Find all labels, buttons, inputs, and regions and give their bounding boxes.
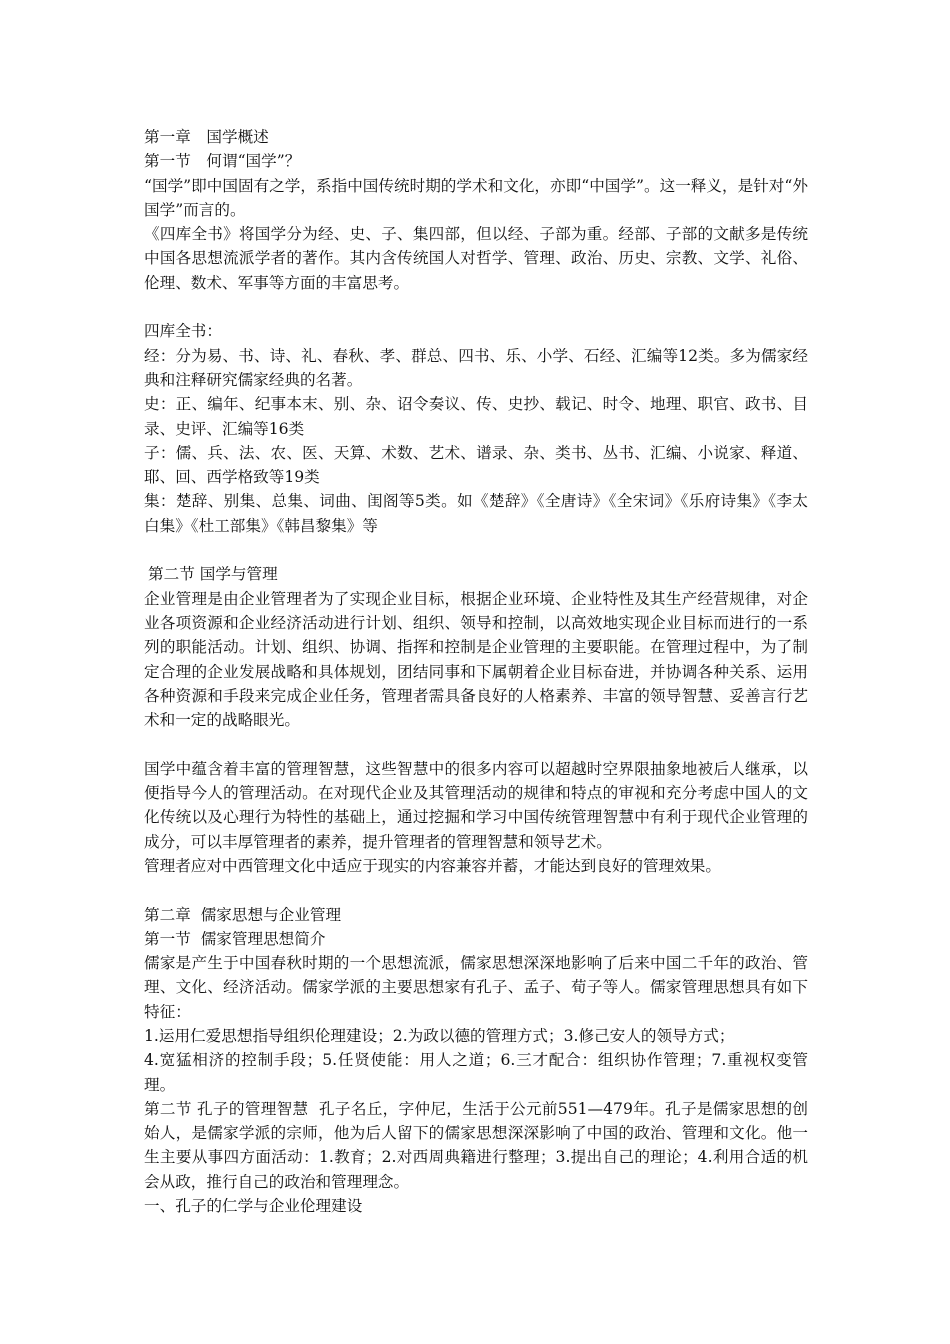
siku-item-jing: 经：分为易、书、诗、礼、春秋、孝、群总、四书、乐、小学、石经、汇编等12类。多为儒家经典和注释研究儒家经典的名著。	[144, 346, 808, 389]
chapter-2-subheading: 一、孔子的仁学与企业伦理建设	[144, 1197, 363, 1216]
blank-line	[144, 878, 808, 902]
document-body	[144, 125, 808, 1218]
paragraph: “国学”即中国固有之学，系指中国传统时期的学术和文化，亦即“中国学”。这一释义，是针对“外国学”而言的。	[144, 176, 808, 219]
chapter-1-section-2-title: 第二节 国学与管理	[148, 565, 278, 584]
paragraph: 《四库全书》将国学分为经、史、子、集四部，但以经、子部为重。经部、子部的文献多是传统中国各思想流派学者的著作。其内含传统国人对哲学、管理、政治、历史、宗教、文学、礼俗、伦理、数术、军事等方面的丰富思考。	[144, 225, 808, 292]
chapter-2-section-2-paragraph: 第二节 孔子的管理智慧 孔子名丘，字仲尼，生活于公元前551—479年。孔子是儒家思想的创始人，是儒家学派的宗师，他为后人留下的儒家思想深深影响了中国的政治、管理和文化。他一生主要从事四方面活动：1.教育；2.对西周典籍进行整理；3.提出自己的理论；4.利用合适的机会从政，推行自己的政治和管理理念。	[144, 1099, 808, 1191]
chapter-1-title: 第一章 国学概述	[144, 128, 269, 146]
blank-line	[144, 295, 808, 319]
chapter-2-section-1-title: 第一节 儒家管理思想简介	[144, 929, 326, 948]
paragraph: 儒家是产生于中国春秋时期的一个思想流派，儒家思想深深地影响了后来中国二千年的政治、管理、文化、经济活动。儒家学派的主要思想家有孔子、孟子、荀子等人。儒家管理思想具有如下特征：	[144, 954, 808, 1021]
feature-list-line: 1.运用仁爱思想指导组织伦理建设；2.为政以德的管理方式；3.修己安人的领导方式；	[144, 1026, 735, 1045]
chapter-2-title: 第二章 儒家思想与企业管理	[144, 905, 342, 924]
blank-line	[144, 732, 808, 756]
siku-item-zi: 子：儒、兵、法、农、医、天算、术数、艺术、谱录、杂、类书、丛书、汇编、小说家、释道、耶、回、西学格致等19类	[144, 443, 808, 487]
siku-heading: 四库全书：	[144, 322, 222, 341]
feature-list-line: 4.宽猛相济的控制手段；5.任贤使能：用人之道；6.三才配合：组织协作管理；7.重视权变管理。	[144, 1051, 808, 1094]
blank-line	[144, 538, 808, 562]
siku-item-ji: 集：楚辞、别集、总集、词曲、闺阁等5类。如《楚辞》《全唐诗》《全宋词》《乐府诗集》《李太白集》《杜工部集》《韩昌黎集》等	[144, 492, 808, 535]
siku-item-shi: 史：正、编年、纪事本末、别、杂、诏令奏议、传、史抄、载记、时令、地理、职官、政书、目录、史评、汇编等16类	[144, 395, 808, 438]
chapter-1-section-1-title: 第一节 何谓“国学”？	[144, 152, 301, 171]
paragraph: 企业管理是由企业管理者为了实现企业目标，根据企业环境、企业特性及其生产经营规律，对企业各项资源和企业经济活动进行计划、组织、领导和控制，以高效地实现企业目标而进行的一系列的职能活动。计划、组织、协调、指挥和控制是企业管理的主要职能。在管理过程中，为了制定合理的企业发展战略和具体规划，团结同事和下属朝着企业目标奋进，并协调各种关系、运用各种资源和手段来完成企业任务，管理者需具备良好的人格素养、丰富的领导智慧、妥善言行艺术和一定的战略眼光。	[144, 589, 808, 730]
paragraph: 管理者应对中西管理文化中适应于现实的内容兼容并蓄，才能达到良好的管理效果。	[144, 856, 721, 875]
paragraph: 国学中蕴含着丰富的管理智慧，这些智慧中的很多内容可以超越时空界限抽象地被后人继承，以便指导今人的管理活动。在对现代企业及其管理活动的规律和特点的审视和充分考虑中国人的文化传统以及心理行为特性的基础上，通过挖掘和学习中国传统管理智慧中有利于现代企业管理的成分，可以丰厚管理者的素养，提升管理者的管理智慧和领导艺术。	[144, 759, 808, 851]
